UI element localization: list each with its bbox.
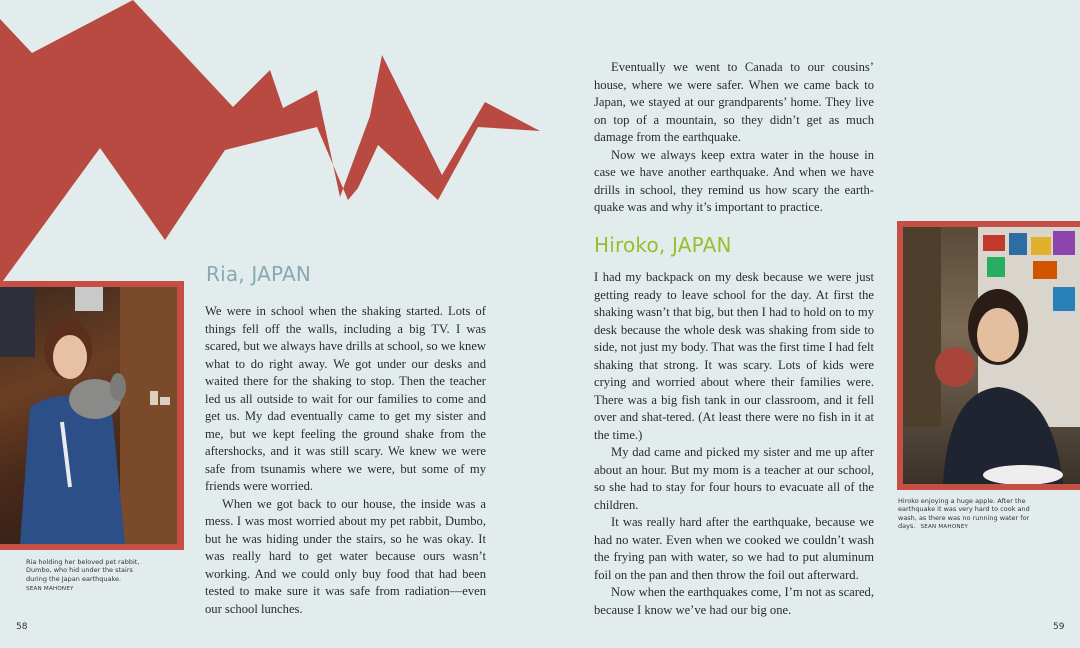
hiroko-caption [898, 497, 1030, 532]
hiroko-paragraph-3: It was really hard after the earthquake, because we had no water. Even when we cooked we couldn’t wash the frying pan with water, so we had to put aluminum foil on the pan and then throw the foil out afterward. [594, 515, 874, 582]
ria-paragraph-2: When we got back to our house, the inside was a mess. I was most worried about my pet rabbit, Dumbo, but he was hiding under the stairs, so he was okay. It was really hard to get water because ours wasn’t working. And we could only buy food that had been tested to make sure it was safe from radiation—even our school lunches. [205, 496, 486, 616]
ria-paragraph-1: We were in school when the shaking started. Lots of things fell off the walls, including a big TV. I was scared, but we always have drills at school, so we knew what to do right away. We got under our desks and waited there for the shaking to stop. Then the teacher led us all outside to wait for our families to come and get us. My dad eventually came to get my sister and me, but we kept feeling the ground shake from the aftershocks, and it was still scary. We knew we were safe from tsunamis where we were, but some of my friends were worried. [205, 304, 486, 493]
ria-caption [26, 558, 152, 594]
hiroko-caption-text: Hiroko enjoying a huge apple. After the earthquake it was very hard to cook and wash, as there was no running water for days. [898, 497, 1030, 531]
hiroko-photo-illustration [903, 227, 1080, 484]
seismograph-zigzag [0, 0, 545, 290]
ria-story [205, 303, 486, 618]
ria-photo-credit: SEAN MAHONEY [26, 586, 74, 593]
ria-caption-text: Ria holding her beloved pet rabbit, Dumbo, who hid under the stairs during the Japan earthquake. [26, 558, 140, 583]
hiroko-story [594, 269, 874, 619]
ria-continued-paragraph-1: Eventually we went to Canada to our cousins’ house, where we were safer. When we came back to Japan, we stayed at our grandparents’ home. They live on top of a mountain, so they didn’t get as much damage from the earthquake. [594, 60, 874, 144]
hiroko-paragraph-4: Now when the earthquakes come, I’m not as scared, because I know we’ve had our big one. [594, 585, 874, 617]
ria-photo-illustration [0, 287, 177, 544]
page-number-left: 58 [16, 622, 28, 632]
hiroko-paragraph-1: I had my backpack on my desk because we were just getting ready to leave school for the day. At first the shaking wasn’t that big, but then I had to hold on to my desk because the whole desk was shaking from side to side, not just my body. That was the first time I had felt shaking that strong. It was scary. Lots of kids were crying and worried about where their families were. There was a big fish tank in our classroom, and it fell over and shat-tered. (At least there were no fish in it at the time.) [594, 270, 874, 442]
page-number-right: 59 [1053, 622, 1065, 632]
hiroko-photo-credit: SEAN MAHONEY [920, 524, 969, 531]
hiroko-heading: Hiroko, JAPAN [594, 233, 732, 257]
hiroko-paragraph-2: My dad came and picked my sister and me up after about an hour. But my mom is a teacher at our school, so she had to stay for four hours to evacuate all of the children. [594, 445, 874, 512]
hiroko-photo [897, 221, 1080, 490]
ria-continued-paragraph-2: Now we always keep extra water in the house in case we have another earthquake. And when we have drills in school, they remind us how scary the earth-quake was and why it’s important to practice. [594, 147, 874, 214]
ria-photo [0, 281, 184, 550]
ria-heading: Ria, JAPAN [206, 262, 312, 286]
ria-story-continued [594, 59, 874, 217]
